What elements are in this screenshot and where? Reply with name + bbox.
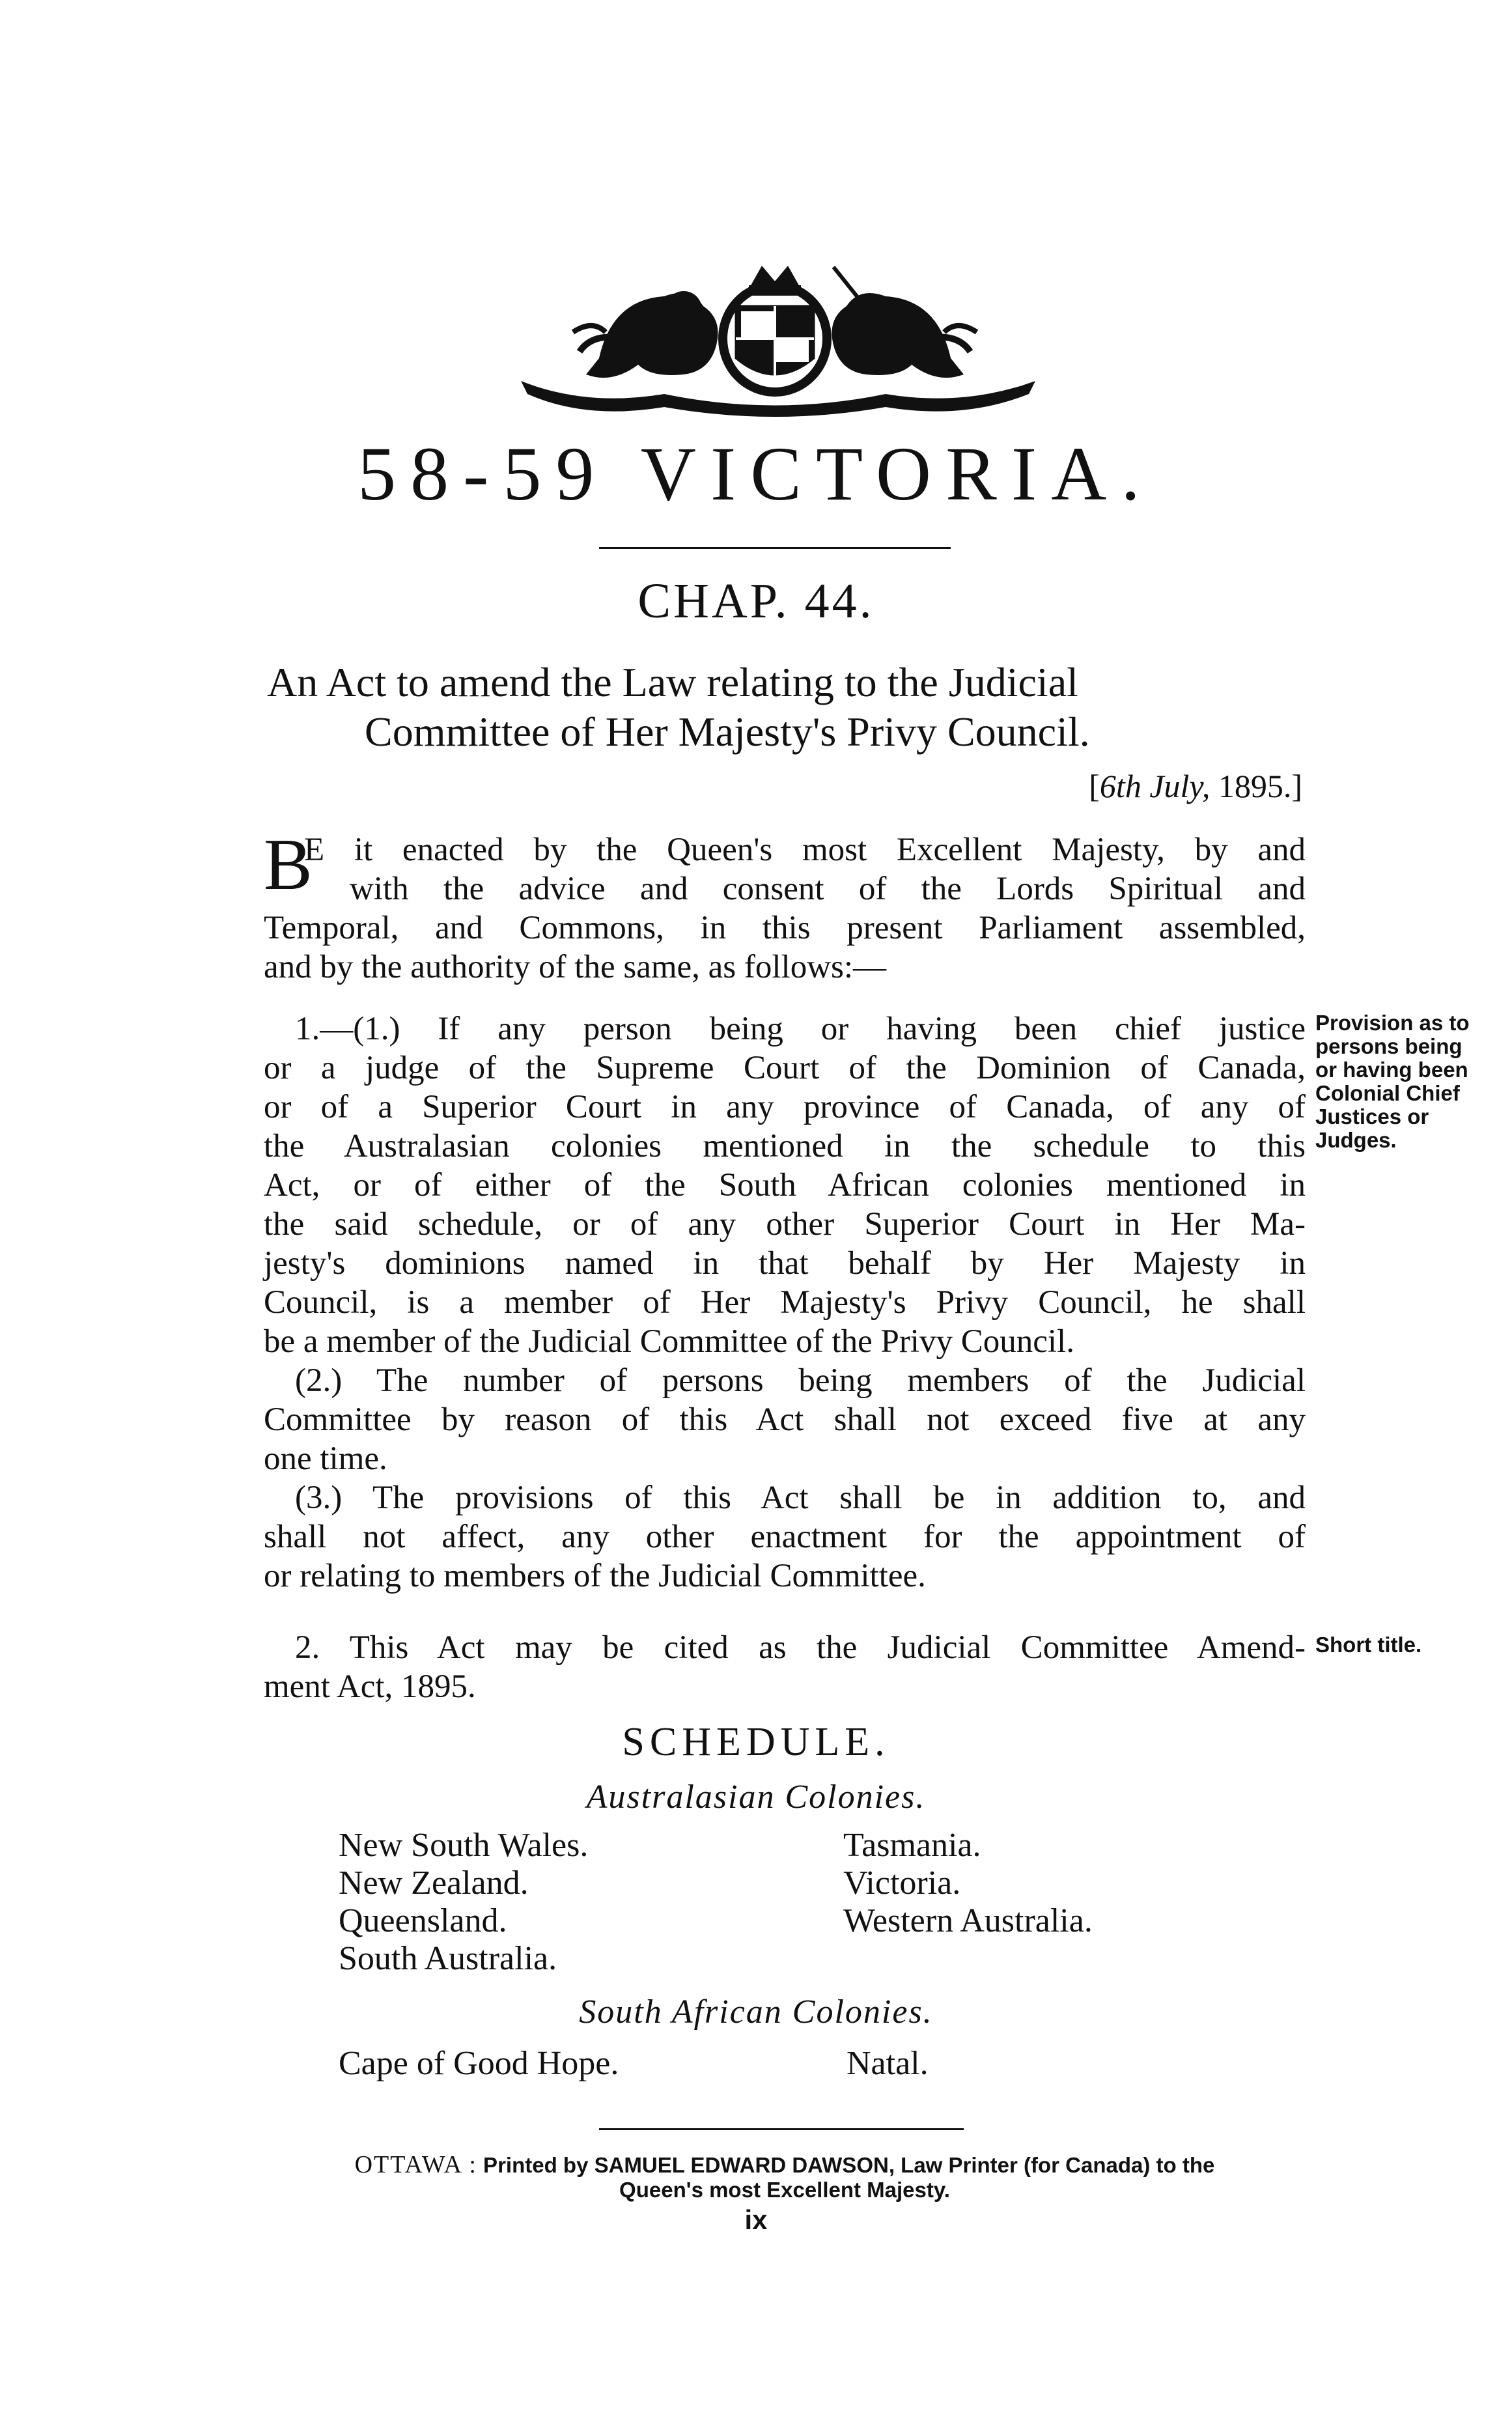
colony-name: Queensland. (339, 1902, 507, 1939)
colony-name: Natal. (847, 2045, 929, 2082)
text-line: Council, is a member of Her Majesty's Privy Council, he shall (264, 1284, 1306, 1321)
colony-name: New South Wales. (339, 1827, 589, 1864)
text-line: or a judge of the Supreme Court of the Dominion of Canada, (264, 1050, 1306, 1086)
act-long-title (267, 658, 1309, 757)
colony-name: Western Australia. (843, 1902, 1093, 1939)
divider-rule (599, 547, 951, 549)
assent-date (847, 767, 1302, 805)
text-line: one time. (264, 1441, 387, 1477)
colony-name: Tasmania. (843, 1827, 981, 1864)
margin-note-line: persons being (1315, 1034, 1463, 1058)
text-line: be a member of the Judicial Committee of the Privy Council. (264, 1323, 1074, 1360)
imprint-printer: Printed by SAMUEL EDWARD DAWSON, Law Printer (for Canada) to the (477, 2153, 1215, 2177)
text-line: with the advice and consent of the Lords Spiritual and (350, 871, 1306, 907)
margin-note-line: Justices or (1315, 1104, 1429, 1129)
chapter-number: CHAP. 44. (637, 574, 875, 628)
text-line: or relating to members of the Judicial Committee. (264, 1558, 926, 1594)
text-line: 1.—(1.) If any person being or having been chief justice (295, 1011, 1306, 1047)
schedule-subheading-australasian: Australasian Colonies. (586, 1779, 926, 1816)
text-line: ment Act, 1895. (264, 1668, 476, 1705)
margin-note-line: Colonial Chief (1315, 1081, 1460, 1105)
text-line: and by the authority of the same, as follows:— (264, 949, 887, 985)
text-line: shall not affect, any other enactment for the appointment of (264, 1519, 1306, 1555)
australasian-colonies-col2 (843, 1827, 1093, 1940)
colony-name: Cape of Good Hope. (339, 2045, 619, 2082)
text-line: 2. This Act may be cited as the Judicial Committee Amend- (295, 1629, 1306, 1666)
margin-note-section-1 (1315, 1011, 1504, 1152)
imprint-line: Queen's most Excellent Majesty. (619, 2178, 950, 2202)
section-2 (264, 1628, 1306, 1706)
text-line: jesty's dominions named in that behalf by Her Majesty in (264, 1245, 1306, 1282)
colony-name: Victoria. (843, 1864, 961, 1902)
margin-note-line: Judges. (1315, 1128, 1397, 1152)
schedule-heading: SCHEDULE. (622, 1720, 890, 1764)
text-line: Committee by reason of this Act shall not exceed five at any (264, 1401, 1306, 1438)
date-day-month: 6th July, (1099, 768, 1211, 804)
schedule-subheading-south-african: South African Colonies. (579, 1993, 933, 2031)
text-line: the Australasian colonies mentioned in the schedule to this (264, 1128, 1306, 1164)
margin-note-section-2: Short title. (1315, 1633, 1422, 1657)
text-line: (3.) The provisions of this Act shall be in addition to, and (295, 1480, 1306, 1516)
text-line: the said schedule, or of any other Superior Court in Her Ma- (264, 1206, 1306, 1243)
volume-title: 58-59 VICTORIA. (357, 431, 1155, 516)
text-line: E it enacted by the Queen's most Excellent Majesty, by and (304, 832, 1306, 868)
text-line: or of a Superior Court in any province of Canada, of any of (264, 1089, 1306, 1125)
section-1 (264, 1009, 1306, 1596)
colony-name: New Zealand. (339, 1864, 529, 1902)
margin-note-line: or having been (1315, 1058, 1468, 1082)
page-number: ix (744, 2204, 768, 2235)
divider-rule (599, 2128, 964, 2130)
drop-cap: B (264, 824, 313, 905)
enacting-clause (264, 824, 1306, 987)
text-line: Act, or of either of the South African colonies mentioned in (264, 1167, 1306, 1203)
south-african-colonies-col2 (847, 2045, 929, 2083)
imprint-place: OTTAWA : (354, 2151, 477, 2178)
date-year: 1895.] (1210, 768, 1302, 804)
royal-crest-image (495, 260, 1055, 417)
colony-name: South Australia. (339, 1940, 557, 1977)
text-line: (2.) The number of persons being members of the Judicial (295, 1362, 1306, 1399)
printer-imprint (264, 2152, 1306, 2202)
date-bracket: [ (1089, 768, 1100, 804)
margin-note-line: Provision as to (1315, 1011, 1470, 1035)
long-title-line: An Act to amend the Law relating to the Judicial (267, 659, 1078, 705)
long-title-line: Committee of Her Majesty's Privy Council. (365, 709, 1090, 755)
text-line: Temporal, and Commons, in this present Parliament assembled, (264, 910, 1306, 946)
south-african-colonies-col1 (339, 2045, 619, 2083)
australasian-colonies-col1 (339, 1827, 588, 1978)
